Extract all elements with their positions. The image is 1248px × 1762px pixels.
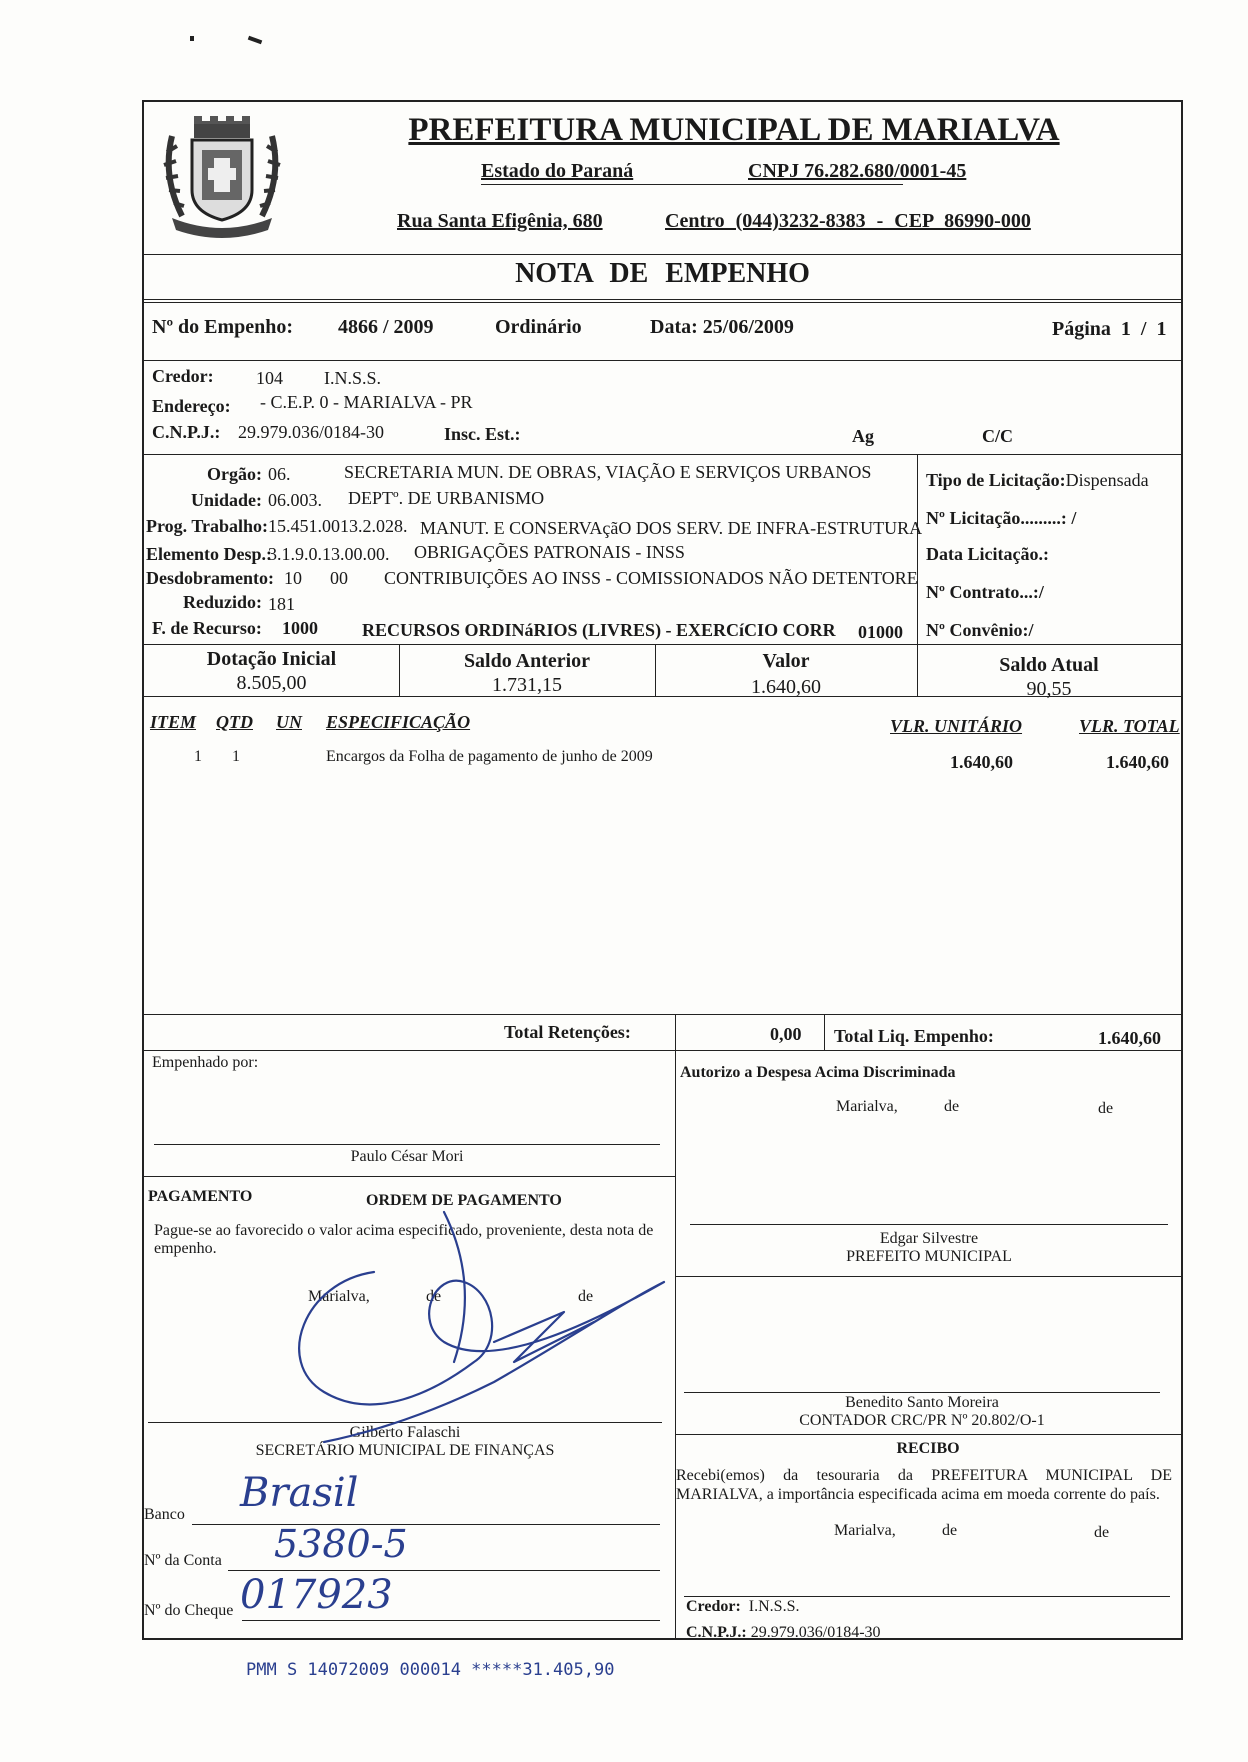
tipo-licitacao-label: Tipo de Licitação: [926, 470, 1066, 490]
total-retencoes-label: Total Retenções: [504, 1022, 631, 1042]
autorizo-label: Autorizo a Despesa Acima Discriminada [680, 1064, 956, 1081]
prog-desc: MANUT. E CONSERVAçãO DOS SERV. DE INFRA-ESTRUTURA [420, 518, 923, 538]
cc-label: C/C [982, 426, 1013, 446]
num-contrato: Nº Contrato...:/ [926, 582, 1044, 602]
divider [824, 1014, 825, 1050]
credor-cnpj-label: C.N.P.J.: [152, 422, 221, 442]
district-phone-cep: Centro (044)3232-8383 - CEP 86990-000 [665, 210, 1031, 232]
empenho-number: 4866 / 2009 [338, 316, 434, 338]
pagamento-de2: de [578, 1288, 594, 1305]
prog-label: Prog. Trabalho: [146, 516, 269, 536]
divider [144, 1176, 675, 1177]
col-vlr-unitario: VLR. UNITÁRIO [890, 716, 1023, 736]
endereco-label: Endereço: [152, 396, 231, 416]
banco-value: Brasil [240, 1470, 359, 1516]
signature-line [154, 1144, 660, 1145]
signature-scribble [264, 1192, 684, 1452]
divider [144, 302, 1181, 303]
coat-of-arms-icon [152, 106, 292, 246]
contador-role: CONTADOR CRC/PR Nº 20.802/O-1 [799, 1412, 1045, 1429]
num-licitacao: Nº Licitação.........: / [926, 508, 1077, 528]
prefeitura-title: PREFEITURA MUNICIPAL DE MARIALVA [408, 112, 1060, 148]
desdobramento-code2: 00 [330, 568, 348, 588]
unidade-label: Unidade: [190, 490, 262, 510]
orgao-label: Orgão: [207, 464, 262, 484]
autorizo-de1: de [944, 1098, 960, 1115]
page-number: Página 1 / 1 [1052, 318, 1167, 340]
valor-label: Valor [762, 650, 810, 672]
recurso-code: 1000 [282, 618, 318, 638]
conta-label: Nº da Conta [144, 1552, 222, 1569]
signature-line [690, 1224, 1168, 1225]
recurso-desc: RECURSOS ORDINáRIOS (LIVRES) - EXERCíCIO CORR [362, 620, 836, 640]
col-vlr-total: VLR. TOTAL [1079, 716, 1180, 736]
estado-label: Estado do Paraná [481, 160, 634, 182]
recibo-place: Marialva, [834, 1522, 896, 1539]
secretario-role: SECRETÁRIO MUNICIPAL DE FINANÇAS [255, 1442, 555, 1459]
reduzido-label: Reduzido: [182, 592, 262, 612]
pagamento-text: Pague-se ao favorecido o valor acima especificado, proveniente, desta nota de empenho. [154, 1222, 654, 1257]
address: Rua Santa Efigênia, 680 [397, 210, 603, 232]
divider [675, 1014, 676, 1050]
recibo-title: RECIBO [896, 1440, 960, 1457]
unidade-desc: DEPTº. DE URBANISMO [348, 488, 545, 508]
contador-name: Benedito Santo Moreira [845, 1394, 999, 1411]
cheque-value: 017923 [240, 1572, 393, 1618]
tipo-licitacao-value: Dispensada [1065, 470, 1149, 490]
autorizo-place: Marialva, [836, 1098, 898, 1115]
desdobramento-desc: CONTRIBUIÇÕES AO INSS - COMISSIONADOS NÃO DETENTORE [384, 568, 918, 588]
autorizo-de2: de [1098, 1100, 1114, 1117]
num-convenio: Nº Convênio:/ [926, 620, 1034, 640]
credor-name: I.N.S.S. [324, 368, 382, 388]
divider [144, 696, 1181, 697]
empenhado-label: Empenhado por: [152, 1054, 259, 1071]
banco-label: Banco [144, 1506, 185, 1523]
scan-speck [190, 36, 194, 41]
item-qtd: 1 [232, 748, 240, 765]
empenho-date: Data: 25/06/2009 [650, 316, 794, 338]
data-licitacao: Data Licitação.: [926, 544, 1049, 564]
signature-line [684, 1596, 1170, 1597]
saldo-anterior-label: Saldo Anterior [463, 650, 591, 672]
insc-label: Insc. Est.: [444, 424, 521, 444]
pagamento-de1: de [426, 1288, 442, 1305]
dotacao-inicial-label: Dotação Inicial [206, 648, 337, 670]
unidade-code: 06.003. [268, 490, 322, 510]
col-un: UN [276, 712, 302, 732]
nota-de-empenho-form [142, 100, 1183, 1640]
dotacao-inicial-value: 8.505,00 [236, 672, 307, 694]
divider [144, 1050, 1181, 1051]
reduzido-value: 181 [268, 594, 295, 614]
recibo-text: Recebi(emos) da tesouraria da PREFEITURA MUNICIPAL DE MARIALVA, a importância especificada acima em moeda corrente do país. [676, 1467, 1172, 1503]
elemento-label: Elemento Desp.: [146, 544, 272, 564]
state-underline [481, 184, 903, 185]
pagamento-label: PAGAMENTO [148, 1188, 253, 1205]
elemento-desc: OBRIGAÇÕES PATRONAIS - INSS [414, 542, 685, 562]
recibo-cnpj-value: 29.979.036/0184-30 [750, 1624, 881, 1641]
conta-line [228, 1570, 660, 1571]
col-qtd: QTD [216, 712, 253, 732]
item-vlr-unitario: 1.640,60 [950, 752, 1013, 772]
elemento-code: 3.1.9.0.13.00.00. [268, 544, 390, 564]
orgao-code: 06. [268, 464, 291, 484]
recurso-label: F. de Recurso: [152, 618, 262, 638]
col-especificacao: ESPECIFICAÇÃO [326, 712, 471, 732]
desdobramento-label: Desdobramento: [146, 568, 274, 588]
total-liq-value: 1.640,60 [1098, 1028, 1161, 1048]
divider [144, 360, 1181, 361]
recurso-num: 01000 [858, 622, 903, 642]
scan-speck [248, 36, 263, 45]
saldo-atual-label: Saldo Atual [999, 654, 1099, 676]
prefeito-role: PREFEITO MUNICIPAL [846, 1248, 1012, 1265]
divider [675, 1434, 1181, 1435]
pagamento-place: Marialva, [308, 1288, 370, 1305]
empenho-label: Nº do Empenho: [152, 316, 294, 338]
doc-title: NOTA DE EMPENHO [515, 258, 810, 289]
divider [144, 1014, 1181, 1015]
cheque-line [242, 1620, 660, 1621]
divider [144, 454, 1181, 455]
cheque-label: Nº do Cheque [144, 1602, 234, 1619]
endereco-value: - C.E.P. 0 - MARIALVA - PR [260, 392, 473, 412]
saldo-atual-value: 90,55 [1026, 678, 1072, 700]
recibo-de1: de [942, 1522, 958, 1539]
prefeito-name: Edgar Silvestre [879, 1230, 979, 1247]
divider [144, 644, 1181, 645]
footer-stamp: PMM S 14072009 000014 *****31.405,90 [246, 1660, 615, 1680]
credor-cnpj-value: 29.979.036/0184-30 [238, 422, 384, 442]
credor-label: Credor: [152, 366, 214, 386]
desdobramento-code1: 10 [284, 568, 302, 588]
saldo-anterior-value: 1.731,15 [492, 674, 562, 696]
tipo-licitacao [926, 470, 1149, 491]
recibo-credor [686, 1598, 799, 1616]
empenho-type: Ordinário [495, 316, 582, 338]
empenhado-name: Paulo César Mori [350, 1148, 464, 1165]
total-liq-label: Total Liq. Empenho: [834, 1026, 994, 1046]
secretario-name: Gilberto Falaschi [349, 1424, 461, 1441]
ag-label: Ag [852, 426, 874, 446]
recibo-cnpj-label: C.N.P.J.: [686, 1624, 747, 1641]
total-retencoes-value: 0,00 [770, 1024, 802, 1044]
valor-value: 1.640,60 [751, 676, 821, 698]
divider [144, 254, 1181, 255]
divider [917, 454, 918, 644]
cnpj-prefeitura: CNPJ 76.282.680/0001-45 [748, 160, 967, 182]
banco-line [192, 1524, 660, 1525]
recibo-credor-value: I.N.S.S. [748, 1598, 800, 1615]
conta-value: 5380-5 [274, 1522, 408, 1566]
credor-code: 104 [256, 368, 283, 388]
item-vlr-total: 1.640,60 [1106, 752, 1169, 772]
signature-line [684, 1392, 1160, 1393]
col-item: ITEM [150, 712, 197, 732]
item-especificacao: Encargos da Folha de pagamento de junho de 2009 [326, 748, 653, 765]
ordem-pagamento-label: ORDEM DE PAGAMENTO [366, 1192, 562, 1209]
prog-code: 15.451.0013.2.028. [268, 516, 408, 536]
divider [144, 299, 1181, 300]
recibo-cnpj [686, 1624, 881, 1642]
divider [675, 1276, 1181, 1277]
orgao-desc: SECRETARIA MUN. DE OBRAS, VIAÇÃO E SERVIÇOS URBANOS [344, 462, 872, 482]
item-number: 1 [194, 748, 202, 765]
recibo-de2: de [1094, 1524, 1110, 1541]
recibo-credor-label: Credor: [686, 1598, 741, 1615]
